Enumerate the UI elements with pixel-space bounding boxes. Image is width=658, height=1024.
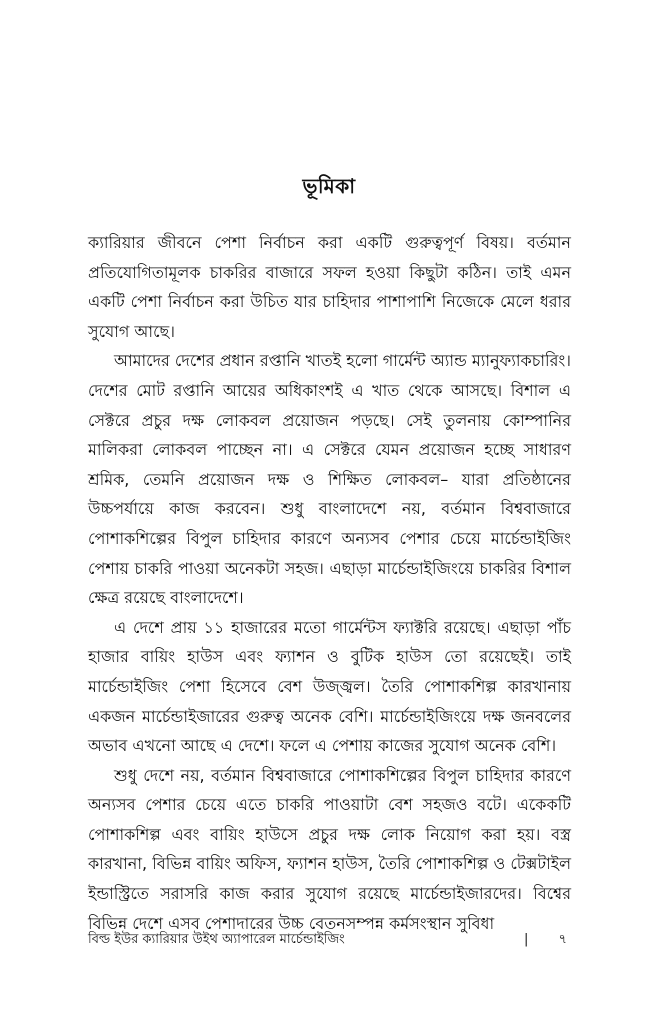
footer-book-title: বিল্ড ইউর ক্যারিয়ার উইথ অ্যাপারেল মার্চেন্ডাইজিং (88, 932, 345, 947)
paragraph-1: ক্যারিয়ার জীবনে পেশা নির্বাচন করা একটি গুরুত্বপূর্ণ বিষয়। বর্তমান প্রতিযোগিতামূলক চাকরির বাজারে সফল হওয়া কিছুটা কঠিন। তাই এমন একটি পেশা নির্বাচন করা উচিত যার চাহিদার পাশাপাশি নিজেকে মেলে ধরার সুযোগ আছে। (88, 233, 571, 341)
paragraph-3: এ দেশে প্রায় ১১ হাজারের মতো গার্মেন্টস ফ্যাক্টরি রয়েছে। এছাড়া পাঁচ হাজার বায়িং হাউস এবং ফ্যাশন ও বুটিক হাউস তো রয়েছেই। তাই মার্চেন্ডাইজিং পেশা হিসেবে বেশ উজ্জ্বল। তৈরি পোশাকশিল্প কারখানায় একজন মার্চেন্ডাইজারের গুরুত্ব অনেক বেশি। মার্চেন্ডাইজিংয়ে দক্ষ জনবলের অভাব এখনো আছে এ দেশে। ফলে এ পেশায় কাজের সুযোগ অনেক বেশি। (88, 617, 571, 756)
page-footer (88, 928, 571, 952)
paragraph-4: শুধু দেশে নয়, বর্তমান বিশ্ববাজারে পোশাকশিল্পের বিপুল চাহিদার কারণে অন্যসব পেশার চেয়ে এতে চাকরি পাওয়াটা বেশ সহজও বটে। একেকটি পোশাকশিল্প এবং বায়িং হাউসে প্রচুর দক্ষ লোক নিয়োগ করা হয়। বস্ত্র কারখানা, বিভিন্ন বায়িং অফিস, ফ্যাশন হাউস, তৈরি পোশাকশিল্প ও টেক্সটাইল ইন্ডাস্ট্রিতে সরাসরি কাজ করার সুযোগ রয়েছে মার্চেন্ডাইজারদের। বিশ্বের বিভিন্ন দেশে এসব পেশাদারের উচ্চ বেতনসম্পন্ন কর্মসংস্থান সুবিধা (88, 765, 571, 933)
body-text (88, 228, 571, 938)
page-number: ৭ (558, 932, 567, 947)
page-title: ভূমিকা (302, 174, 356, 198)
paragraph-2: আমাদের দেশের প্রধান রপ্তানি খাতই হলো গার্মেন্ট অ্যান্ড ম্যানুফ্যাকচারিং। দেশের মোট রপ্তানি আয়ের অধিকাংশই এ খাত থেকে আসছে। বিশাল এ সেক্টরে প্রচুর দক্ষ লোকবল প্রয়োজন পড়ছে। সেই তুলনায় কোম্পানির মালিকরা লোকবল পাচ্ছেন না। এ সেক্টরে যেমন প্রয়োজন হচ্ছে সাধারণ শ্রমিক, তেমনি প্রয়োজন দক্ষ ও শিক্ষিত লোকবল– যারা প্রতিষ্ঠানের উচ্চপর্যায়ে কাজ করবেন। শুধু বাংলাদেশে নয়, বর্তমান বিশ্ববাজারে পোশাকশিল্পের বিপুল চাহিদার কারণে অন্যসব পেশার চেয়ে মার্চেন্ডাইজিং পেশায় চাকরি পাওয়া অনেকটা সহজ। এছাড়া মার্চেন্ডাইজিংয়ে চাকরির বিশাল ক্ষেত্র রয়েছে বাংলাদেশে। (88, 351, 571, 608)
footer-separator: | (524, 932, 529, 947)
